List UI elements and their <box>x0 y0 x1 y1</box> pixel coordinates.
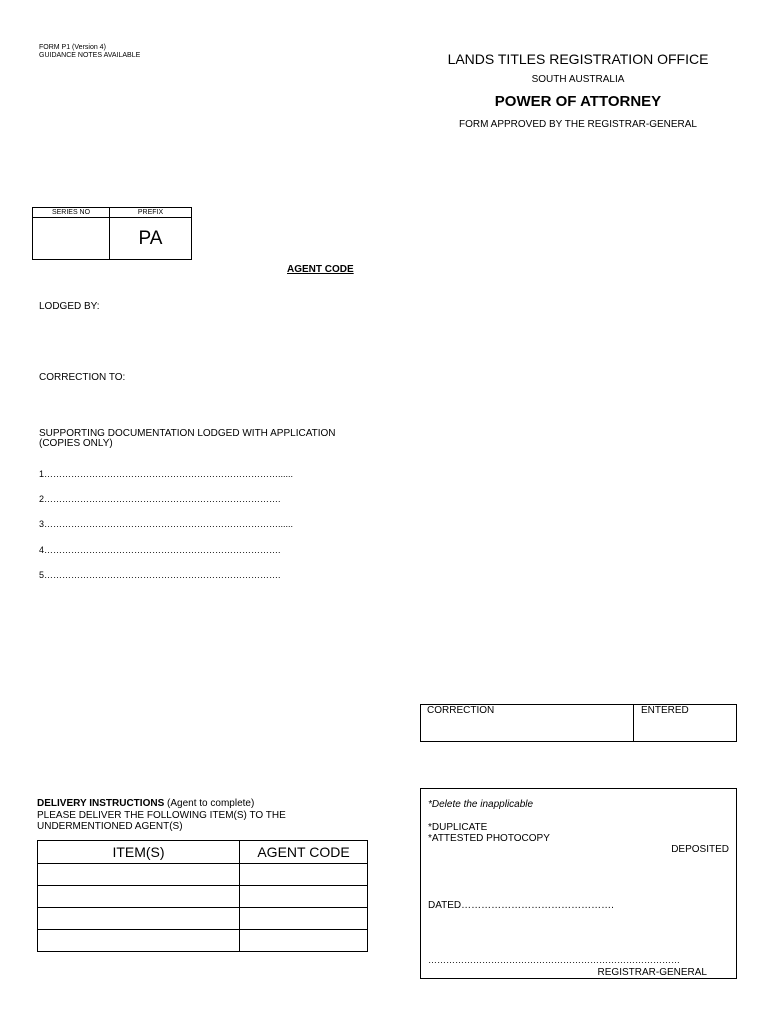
supporting-line-4[interactable]: 4……………………………………………………………………. <box>39 545 281 555</box>
approval-note: FORM APPROVED BY THE REGISTRAR-GENERAL <box>458 119 697 130</box>
series-no-field[interactable] <box>33 218 110 259</box>
delivery-heading-line <box>37 798 254 809</box>
correction-cell[interactable] <box>421 705 634 741</box>
supporting-line-2[interactable]: 2……………………………………………………………………. <box>39 494 281 504</box>
correction-label: CORRECTION <box>427 705 495 716</box>
registrar-general-label: REGISTRAR-GENERAL <box>597 967 707 978</box>
series-no-label: SERIES NO <box>33 208 110 218</box>
agent-code-cell[interactable] <box>240 864 368 886</box>
delivery-heading: DELIVERY INSTRUCTIONS <box>37 798 165 809</box>
form-id: FORM P1 (Version 4) <box>39 44 106 51</box>
lodged-by-label: LODGED BY: <box>39 301 100 312</box>
table-row <box>38 908 368 930</box>
table-row <box>38 930 368 952</box>
deposit-box <box>420 788 737 979</box>
page-title: POWER OF ATTORNEY <box>494 93 662 110</box>
prefix-label: PREFIX <box>110 208 191 218</box>
supporting-line-3[interactable]: 3……………………………………………………………………...... <box>39 519 294 529</box>
agent-code-cell[interactable] <box>240 886 368 908</box>
supporting-line-5[interactable]: 5……………………………………………………………………. <box>39 570 281 580</box>
entered-label: ENTERED <box>641 705 689 716</box>
item-cell[interactable] <box>38 864 240 886</box>
dated-line[interactable]: DATED………………………………………. <box>428 900 614 911</box>
item-cell[interactable] <box>38 908 240 930</box>
table-row <box>38 886 368 908</box>
office-use-box <box>420 704 737 742</box>
delivery-table-header <box>38 841 368 864</box>
supporting-line-1[interactable]: 1……………………………………………………………………...... <box>39 469 294 479</box>
delivery-note: (Agent to complete) <box>167 798 255 809</box>
delivery-line-2: PLEASE DELIVER THE FOLLOWING ITEM(S) TO THE <box>37 810 286 821</box>
state-name: SOUTH AUSTRALIA <box>531 74 625 85</box>
item-cell[interactable] <box>38 886 240 908</box>
supporting-subheading: (COPIES ONLY) <box>39 438 113 449</box>
attested-photocopy-option[interactable]: *ATTESTED PHOTOCOPY <box>428 833 550 844</box>
supporting-heading: SUPPORTING DOCUMENTATION LODGED WITH APPLICATION <box>39 428 336 439</box>
series-prefix-box <box>32 207 192 260</box>
table-row <box>38 864 368 886</box>
delete-note: *Delete the inapplicable <box>428 799 534 810</box>
agent-code-label: AGENT CODE <box>287 264 354 275</box>
correction-to-label: CORRECTION TO: <box>39 372 126 383</box>
signature-line[interactable]: ………………………………………………………………………… <box>428 955 680 965</box>
agent-code-column-header: AGENT CODE <box>240 841 368 864</box>
agent-code-cell[interactable] <box>240 908 368 930</box>
items-column-header: ITEM(S) <box>38 841 240 864</box>
office-name: LANDS TITLES REGISTRATION OFFICE <box>447 51 709 67</box>
duplicate-option[interactable]: *DUPLICATE <box>428 822 488 833</box>
item-cell[interactable] <box>38 930 240 952</box>
agent-code-cell[interactable] <box>240 930 368 952</box>
delivery-table <box>37 840 368 952</box>
entered-cell[interactable] <box>634 705 736 741</box>
deposited-label: DEPOSITED <box>671 844 729 855</box>
guidance-notes: GUIDANCE NOTES AVAILABLE <box>39 52 141 59</box>
prefix-value: PA <box>138 228 163 249</box>
delivery-line-3: UNDERMENTIONED AGENT(S) <box>37 821 183 832</box>
